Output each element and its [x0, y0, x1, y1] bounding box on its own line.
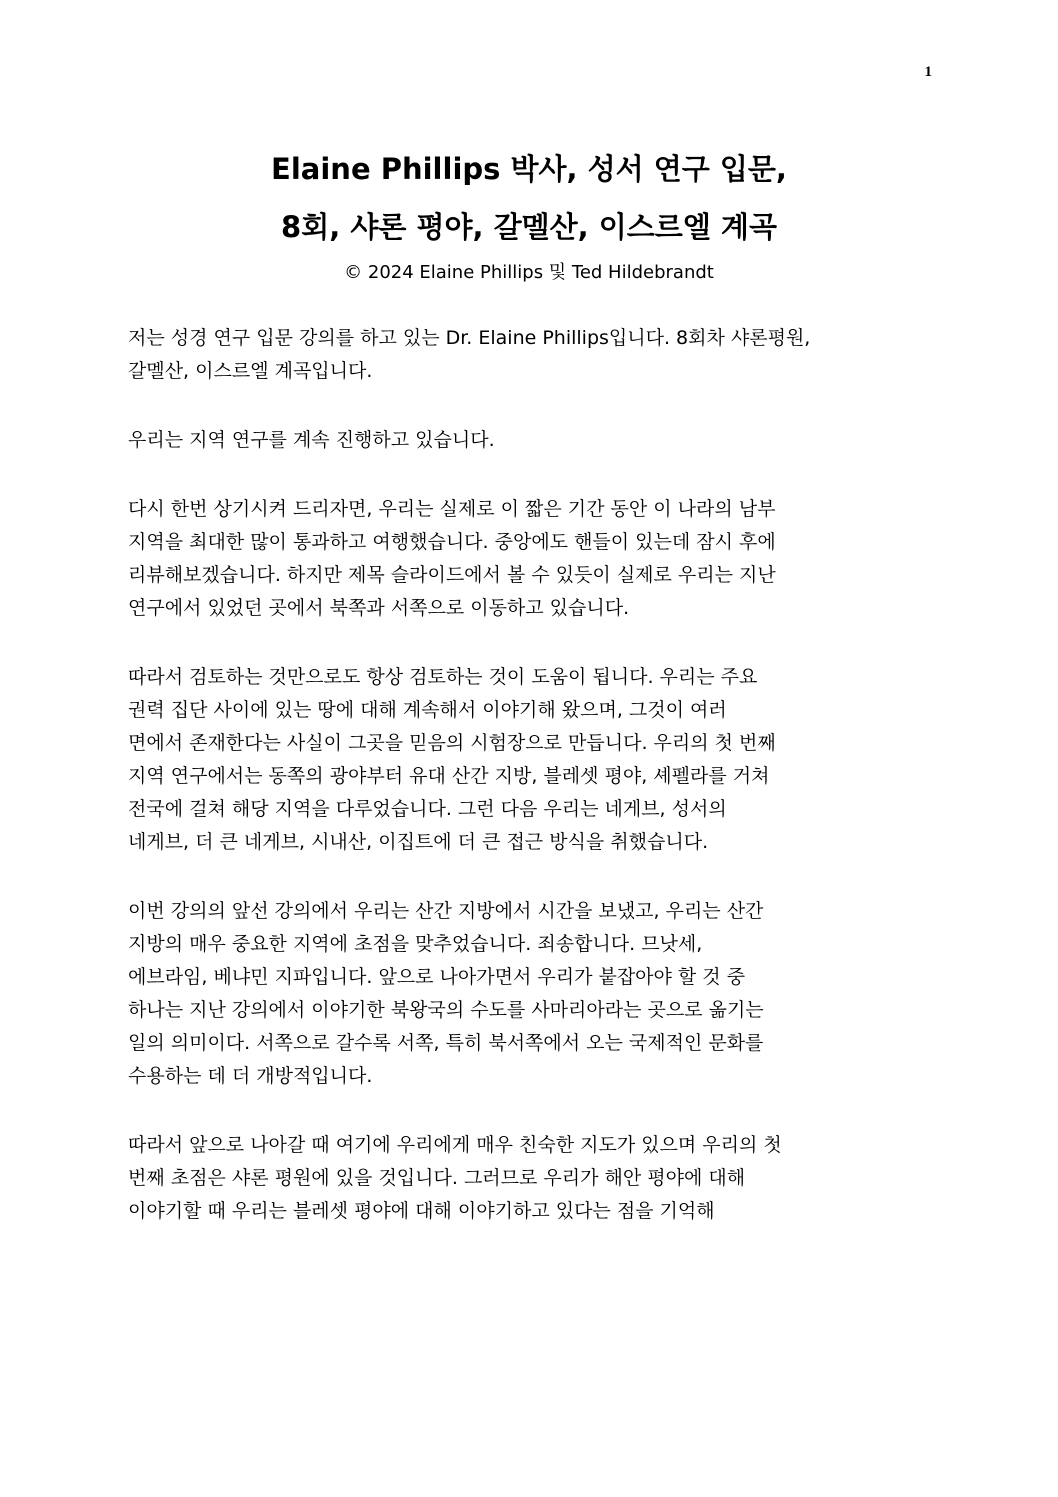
text-line: 따라서 앞으로 나아갈 때 여기에 우리에게 매우 친숙한 지도가 있으며 우리의 첫 — [128, 1134, 782, 1156]
text-line: 권력 집단 사이에 있는 땅에 대해 계속해서 이야기해 왔으며, 그것이 여러 — [128, 699, 727, 721]
text-line: 우리는 지역 연구를 계속 진행하고 있습니다. — [128, 429, 495, 451]
text-line: 수용하는 데 더 개방적입니다. — [128, 1065, 373, 1087]
text-line: 일의 의미이다. 서쪽으로 갈수록 서쪽, 특히 북서쪽에서 오는 국제적인 문화를 — [128, 1032, 764, 1054]
title-block — [0, 140, 1058, 288]
text-line: 지역을 최대한 많이 통과하고 여행했습니다. 중앙에도 핸들이 있는데 잠시 후에 — [128, 531, 776, 553]
text-line: 전국에 걸쳐 해당 지역을 다루었습니다. 그런 다음 우리는 네게브, 성서의 — [128, 798, 727, 820]
body-text — [128, 322, 928, 1264]
paragraph — [128, 424, 928, 457]
text-line: 지역 연구에서는 동쪽의 광야부터 유대 산간 지방, 블레셋 평야, 셰펠라를 거쳐 — [128, 765, 770, 787]
text-line: 리뷰해보겠습니다. 하지만 제목 슬라이드에서 볼 수 있듯이 실제로 우리는 지난 — [128, 564, 776, 586]
title-line-1: Elaine Phillips 박사, 성서 연구 입문, — [271, 152, 787, 186]
copyright-notice: © 2024 Elaine Phillips 및 Ted Hildebrandt — [344, 262, 714, 283]
text-line: 지방의 매우 중요한 지역에 초점을 맞추었습니다. 죄송합니다. 므낫세, — [128, 933, 703, 955]
page-number: 1 — [924, 64, 932, 80]
text-line: 하나는 지난 강의에서 이야기한 북왕국의 수도를 사마리아라는 곳으로 옮기는 — [128, 999, 764, 1021]
paragraph — [128, 322, 928, 388]
paragraph — [128, 1129, 928, 1228]
text-line: 번째 초점은 샤론 평원에 있을 것입니다. 그러므로 우리가 해안 평야에 대해 — [128, 1167, 746, 1189]
text-line: 에브라임, 베냐민 지파입니다. 앞으로 나아가면서 우리가 붙잡아야 할 것 중 — [128, 966, 746, 988]
text-line: 따라서 검토하는 것만으로도 항상 검토하는 것이 도움이 됩니다. 우리는 주요 — [128, 666, 758, 688]
title-line-2: 8회, 샤론 평야, 갈멜산, 이스르엘 계곡 — [281, 210, 777, 244]
paragraph — [128, 661, 928, 859]
paragraph — [128, 493, 928, 625]
text-line: 갈멜산, 이스르엘 계곡입니다. — [128, 360, 373, 382]
text-line: 다시 한번 상기시켜 드리자면, 우리는 실제로 이 짧은 기간 동안 이 나라의 남부 — [128, 498, 776, 520]
paragraph — [128, 895, 928, 1093]
text-line: 이번 강의의 앞선 강의에서 우리는 산간 지방에서 시간을 보냈고, 우리는 산간 — [128, 900, 764, 922]
text-line: 저는 성경 연구 입문 강의를 하고 있는 Dr. Elaine Phillips입니다. 8회차 샤론평원, — [128, 327, 811, 349]
text-line: 면에서 존재한다는 사실이 그곳을 믿음의 시험장으로 만듭니다. 우리의 첫 번째 — [128, 732, 776, 754]
text-line: 네게브, 더 큰 네게브, 시내산, 이집트에 더 큰 접근 방식을 취했습니다. — [128, 831, 709, 853]
text-line: 이야기할 때 우리는 블레셋 평야에 대해 이야기하고 있다는 점을 기억해 — [128, 1200, 715, 1222]
text-line: 연구에서 있었던 곳에서 북쪽과 서쪽으로 이동하고 있습니다. — [128, 597, 630, 619]
